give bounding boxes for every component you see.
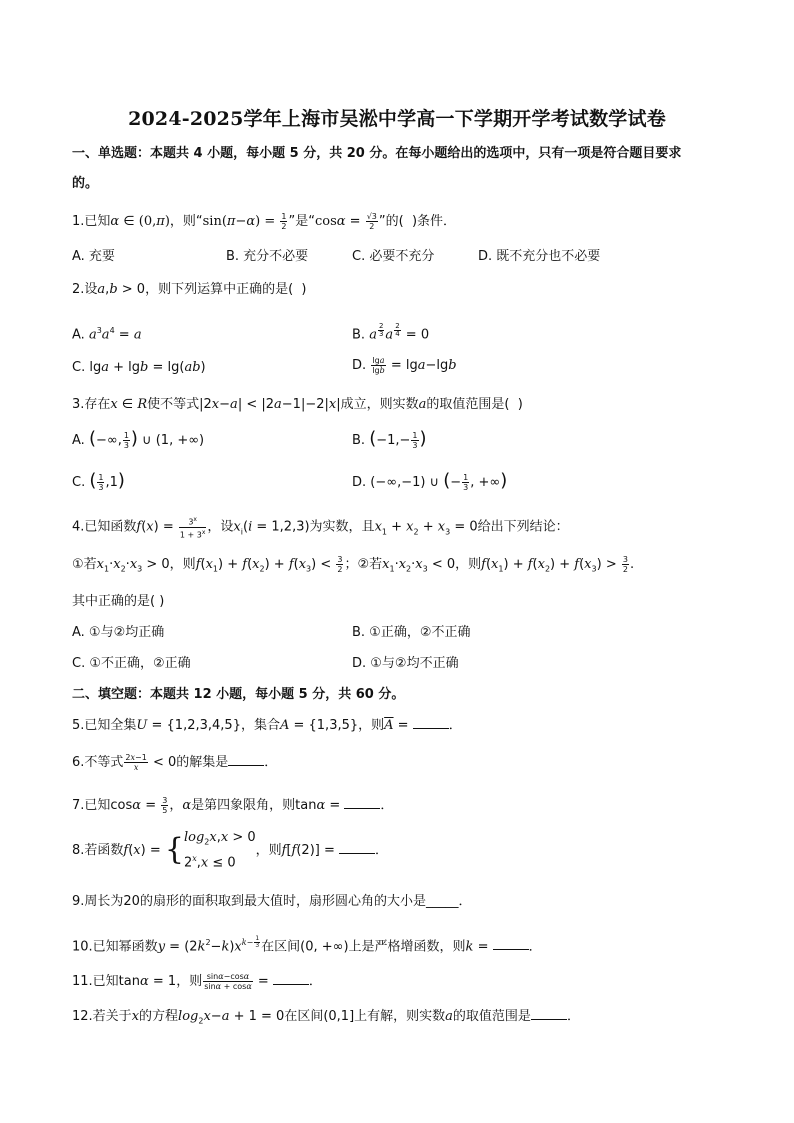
q1-stem: 1.已知α ∈ (0,π)，则“sin(π−α) = $\frac{1}{2}$ ”是“cosα = $\frac{√3}{2}$ ”的( )条件． [72,212,457,231]
q2-option-d: D. $\frac{\lg a}{\lg b}$ = lga−lgb [352,356,457,375]
q10: 10.已知幂函数$y = (2k^2-k)x^{k- \frac{1}{3}}$ 在区间(0, +∞)上是严格增函数，则k = ． [72,935,542,955]
q1-option-d: D. 既不充分也不必要 [478,249,601,264]
q6: 6.不等式 $\frac{2x-1}{x}$ < 0的解集是 ． [72,753,278,772]
q12: 12.若关于x的方程$\log_2x-a + 1 = 0$在区间(0,1]上有解，则实数a的取值范围是 ． [72,1009,580,1026]
q2-stem: 2.设a,b > 0，则下列运算中正确的是( ) [72,282,307,297]
q3-option-a: A. (−∞, $\frac{1}{3}$ ) ∪ (1, +∞) [72,428,205,450]
q1-option-a: A. 充要 [72,249,115,264]
q2-option-a: A. $a^3a^4 = a$ [72,326,142,343]
q4-option-d: D. ①与②均不正确 [352,656,459,671]
q4-option-c: C. ①不正确，②正确 [72,656,191,671]
exam-title: 2024-2025学年上海市吴淞中学高一下学期开学考试数学试卷 [128,108,666,130]
q2-option-c: C. lga + lgb = lg(ab) [72,360,206,375]
q4-option-b: B. ①正确，②不正确 [352,625,471,640]
q1-option-b: B. 充分不必要 [226,249,309,264]
q7: 7.已知cosα = $\frac{3}{5}$ ，α是第四象限角，则tanα = ． [72,796,394,815]
q1-option-c: C. 必要不充分 [352,249,435,264]
q5: 5.已知全集U = {1,2,3,4,5}，集合A = {1,3,5}，则$\overline{A}$ = ． [72,718,462,733]
q4-option-a: A. ①与②均正确 [72,625,165,640]
section1-header-line1: 一、单选题：本题共 4 小题，每小题 5 分，共 20 分。在每小题给出的选项中，只有一项是符合题目要求 [72,146,682,161]
section1-header-line2: 的。 [72,176,99,191]
q4-conclusions: ①若$x_1\cdot x_2\cdot x_3 > 0$，则$f(x_1) + f(x_2) + f(x_3)$ < $\frac{3}{2}$ ；②若$x_1\cdot x_2\cdot x_3 < 0$，则$f(x_1) + f(x_2) + f(x_3)$ > $\frac{3}{2}$ . [72,555,635,574]
q4-ask: 其中正确的是( ) [72,594,165,609]
q4-stem: 4.已知函数f(x) = $\frac{3^x}{1 + 3^x}$ ，设$x_i(i = 1,2,3)$为实数，且$x_1 + x_2 + x_3 = 0$给出下列结论： [72,516,569,540]
q3-option-c: C. ( $\frac{1}{3}$ ,1) [72,470,125,492]
q8: 8.若函数f(x) = { $\log_2x,x > 0$ $2^x,x \le 0$ ，则f[f(2)] = ． [72,830,389,870]
q3-stem: 3.存在x ∈ R使不等式|2x−a| < |2a−1|−2|x|成立，则实数a的取值范围是( ) [72,397,523,412]
q3-option-b: B. (−1,− $\frac{1}{3}$ ) [352,428,427,450]
q3-option-d: D. (−∞,−1) ∪ (− $\frac{1}{3}$ , +∞) [352,470,508,492]
q2-option-b: B. a $^{\frac{2}{3}}$ a $^{\frac{2}{4}}$ = 0 [352,322,430,343]
q11: 11.已知tanα = 1，则 $\frac{\sin\alpha-\cos\alpha}{\sin\alpha + \cos\alpha}$ = ． [72,972,322,991]
section2-header: 二、填空题：本题共 12 小题，每小题 5 分，共 60 分。 [72,687,405,702]
q9: 9.周长为20的扇形的面积取到最大值时，扇形圆心角的大小是_____． [72,894,472,909]
